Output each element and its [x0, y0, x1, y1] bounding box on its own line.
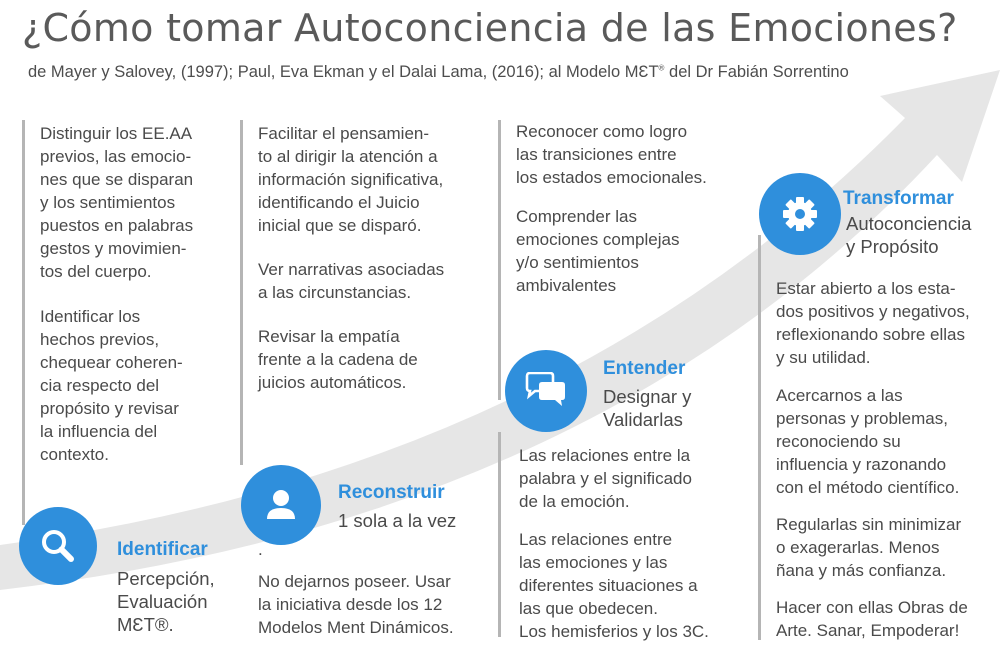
- identificar-paragraph-1: Distinguir los EE.AA previos, las emocio- nes que se disparan y los sentimientos puestos en palabras gestos y movimien- tos del cuerpo.: [40, 124, 194, 281]
- identificar-icon-circle: [19, 507, 97, 585]
- page-title: ¿Cómo tomar Autoconciencia de las Emociones?: [22, 6, 958, 50]
- transformar-icon-circle: [759, 173, 841, 255]
- reconstruir-paragraph-3: Revisar la empatía frente a la cadena de juicios automáticos.: [258, 327, 418, 392]
- reconstruir-subtitle: 1 sola a la vez: [338, 510, 457, 531]
- reconstruir-paragraph-4: No dejarnos poseer. Usar la iniciativa desde los 12 Modelos Ment Dinámicos.: [258, 572, 454, 637]
- reconstruir-icon-circle: [241, 465, 321, 545]
- column-divider: [758, 235, 761, 640]
- reconstruir-paragraph-1: Facilitar el pensamien- to al dirigir la atención a información significativa, identificando el Juicio inicial que se disparó.: [258, 124, 444, 235]
- entender-paragraph-4: Las relaciones entre las emociones y las diferentes situaciones a las que obedecen. Los hemisferios y los 3C.: [519, 530, 709, 641]
- reconstruir-title: Reconstruir: [338, 482, 445, 503]
- column-divider: [498, 120, 501, 400]
- transformar-title: Transformar: [843, 188, 954, 209]
- entender-paragraph-3: Las relaciones entre la palabra y el significado de la emoción.: [519, 446, 692, 511]
- column-divider: [498, 432, 501, 637]
- page-subtitle: de Mayer y Salovey, (1997); Paul, Eva Ekman y el Dalai Lama, (2016); al Modelo MƐT® del Dr Fabián Sorrentino: [28, 63, 849, 81]
- gear-icon: [780, 194, 820, 234]
- identificar-paragraph-2: Identificar los hechos previos, chequear coheren- cia respecto del propósito y revisar la influencia del contexto.: [40, 307, 183, 464]
- search-icon: [38, 526, 78, 566]
- transformar-paragraph-4: Hacer con ellas Obras de Arte. Sanar, Empoderar!: [776, 598, 968, 640]
- transformar-paragraph-3: Regularlas sin minimizar o exagerarlas. Menos ñana y más confianza.: [776, 515, 962, 580]
- entender-title: Entender: [603, 358, 686, 379]
- entender-icon-circle: [505, 350, 587, 432]
- column-divider: [22, 120, 25, 525]
- entender-paragraph-1: Reconocer como logro las transiciones entre los estados emocionales.: [516, 122, 707, 187]
- chat-bubbles-icon: [525, 372, 567, 410]
- column-divider: [240, 120, 243, 465]
- entender-paragraph-2: Comprender las emociones complejas y/o sentimientos ambivalentes: [516, 207, 680, 295]
- transformar-subtitle: Autoconciencia y Propósito: [846, 213, 972, 257]
- reconstruir-dot: .: [258, 540, 263, 559]
- identificar-title: Identificar: [117, 539, 208, 560]
- identificar-subtitle: Percepción, Evaluación MƐT®.: [117, 568, 215, 635]
- entender-subtitle: Designar y Validarlas: [603, 386, 692, 430]
- transformar-paragraph-2: Acercarnos a las personas y problemas, reconociendo su influencia y razonando con el método científico.: [776, 386, 960, 497]
- user-icon: [261, 485, 301, 525]
- transformar-paragraph-1: Estar abierto a los esta- dos positivos y negativos, reflexionando sobre ellas y su utilidad.: [776, 279, 970, 367]
- reconstruir-paragraph-2: Ver narrativas asociadas a las circunstancias.: [258, 260, 445, 302]
